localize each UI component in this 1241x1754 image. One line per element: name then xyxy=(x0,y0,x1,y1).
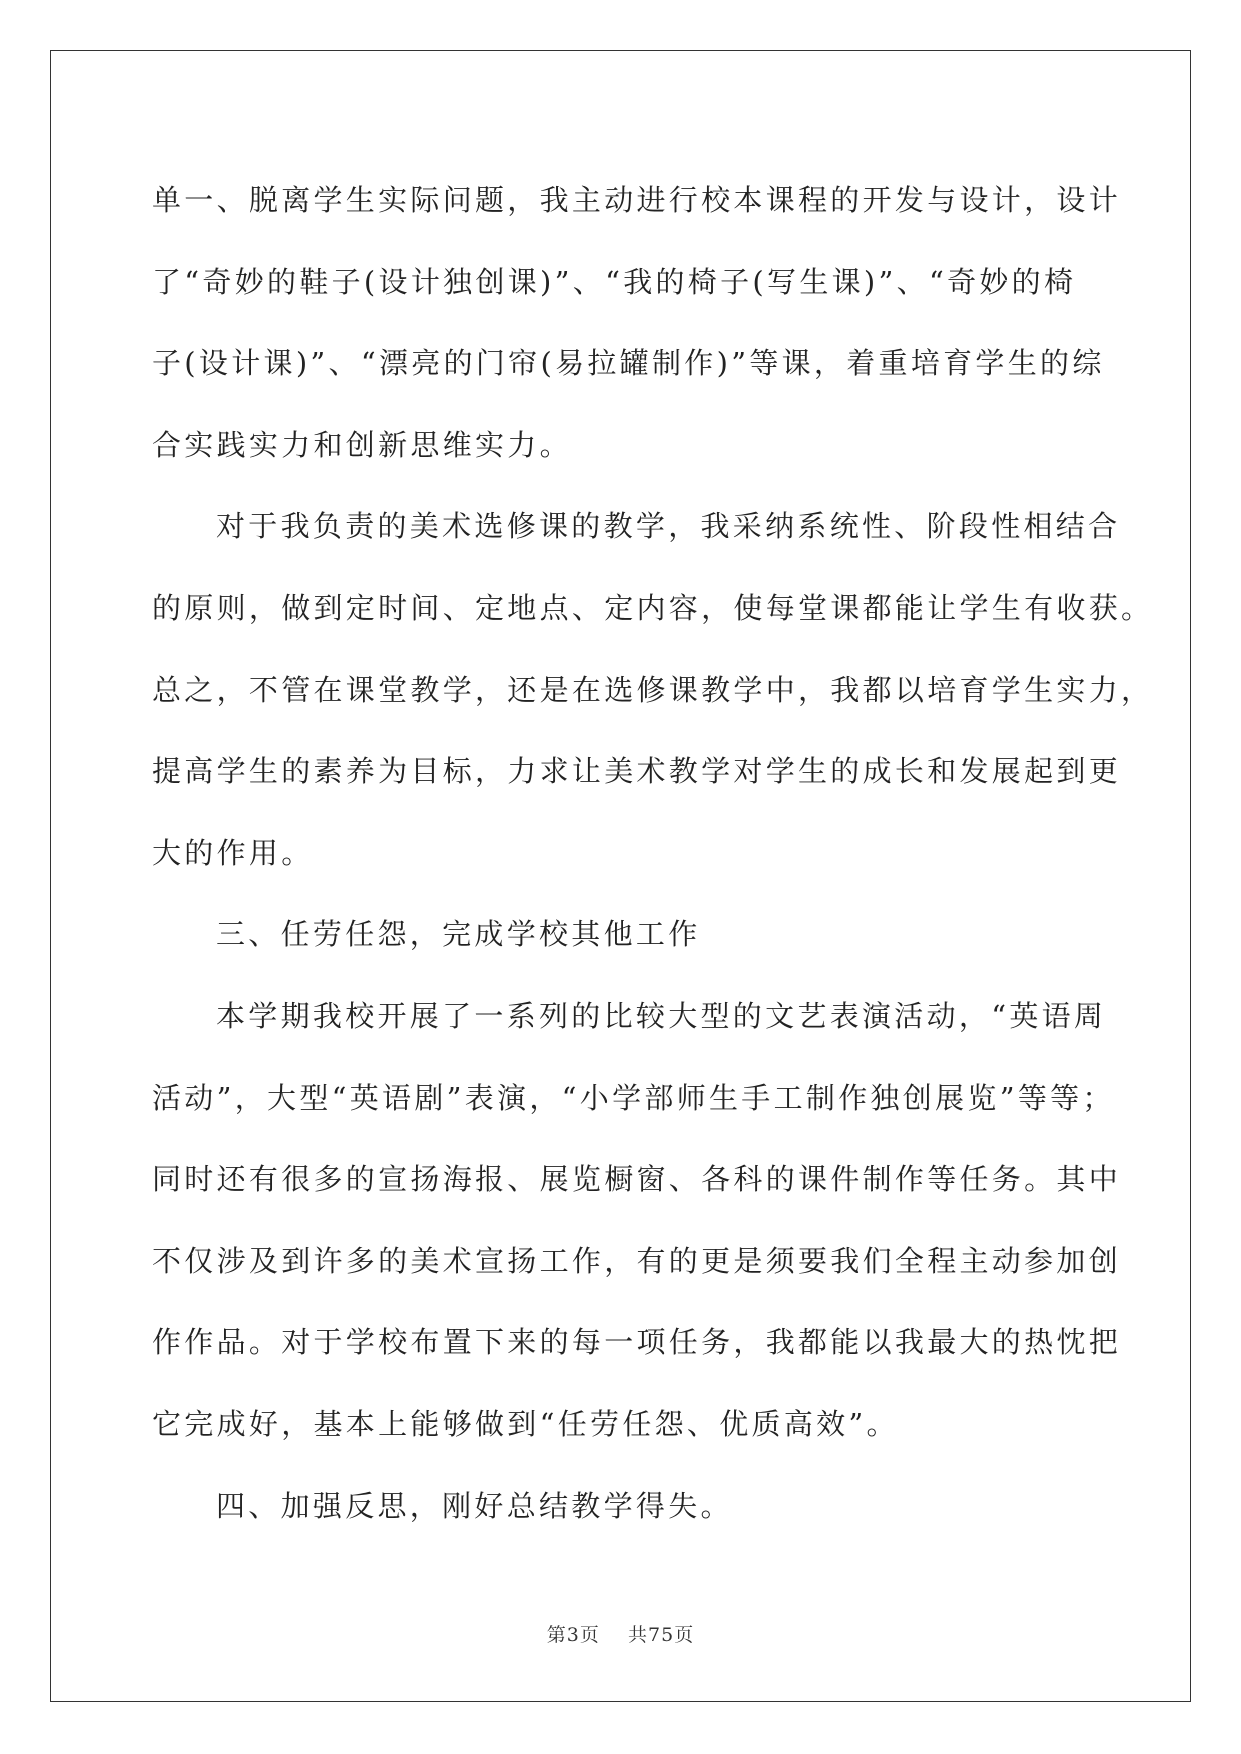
text-line: 它完成好，基本上能够做到“任劳任怨、优质高效”。 xyxy=(152,1406,899,1441)
paragraph-4 xyxy=(152,976,1122,1466)
page-footer xyxy=(0,1620,1241,1647)
text-line: 作作品。对于学校布置下来的每一项任务，我都能以我最大的热忱把 xyxy=(152,1325,1122,1360)
text-line: 活动”，大型“英语剧”表演，“小学部师生手工制作独创展览”等等； xyxy=(152,1080,1115,1115)
paragraph-2 xyxy=(152,486,1154,894)
page-total: 共75页 xyxy=(628,1624,695,1646)
text-line: 提高学生的素养为目标，力求让美术教学对学生的成长和发展起到更 xyxy=(152,754,1122,789)
text-line: 本学期我校开展了一系列的比较大型的文艺表演活动，“英语周 xyxy=(216,998,1107,1033)
text-line: 的原则，做到定时间、定地点、定内容，使每堂课都能让学生有收获。 xyxy=(152,590,1154,625)
document-body xyxy=(152,160,1154,1547)
text-line: 同时还有很多的宣扬海报、展览橱窗、各科的课件制作等任务。其中 xyxy=(152,1162,1122,1197)
text-line: 不仅涉及到许多的美术宣扬工作，有的更是须要我们全程主动参加创 xyxy=(152,1243,1122,1278)
page-number: 第3页 xyxy=(546,1624,600,1646)
text-line: 子(设计课)”、“漂亮的门帘(易拉罐制作)”等课，着重培育学生的综 xyxy=(152,346,1105,381)
text-line: 对于我负责的美术选修课的教学，我采纳系统性、阶段性相结合 xyxy=(216,509,1121,544)
section-heading-4 xyxy=(152,1466,1098,1548)
text-line: 大的作用。 xyxy=(152,835,314,870)
text-line: 四、加强反思，刚好总结教学得失。 xyxy=(216,1488,733,1523)
section-heading-3 xyxy=(152,894,1098,976)
paragraph-1 xyxy=(152,160,1122,486)
text-line: 了“奇妙的鞋子(设计独创课)”、“我的椅子(写生课)”、“奇妙的椅 xyxy=(152,264,1077,299)
text-line: 三、任劳任怨，完成学校其他工作 xyxy=(216,917,701,952)
text-line: 合实践实力和创新思维实力。 xyxy=(152,427,572,462)
text-line: 总之，不管在课堂教学，还是在选修课教学中，我都以培育学生实力， xyxy=(152,672,1154,707)
text-line: 单一、脱离学生实际问题，我主动进行校本课程的开发与设计，设计 xyxy=(152,183,1122,217)
